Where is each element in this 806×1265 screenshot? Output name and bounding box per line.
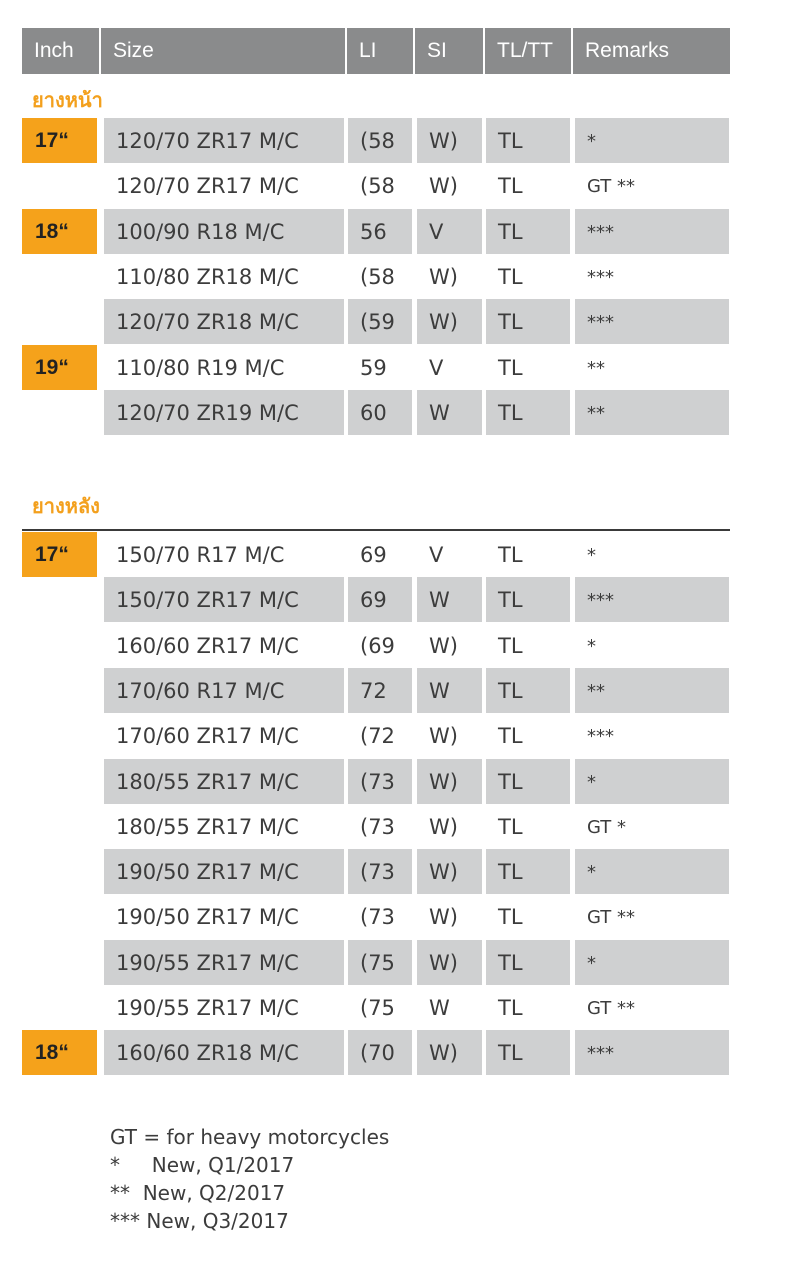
tltt-cell: TL [498, 355, 523, 380]
remarks-cell: * [587, 545, 596, 566]
remarks-cell: *** [587, 726, 614, 748]
header-inch: Inch [22, 28, 99, 74]
table-row [0, 163, 806, 208]
tltt-cell: TL [498, 724, 523, 749]
remarks-cell: *** [575, 1030, 729, 1075]
table-row [0, 209, 806, 254]
si-cell: V [417, 209, 482, 254]
size-cell: 160/60 ZR17 M/C [116, 633, 299, 658]
si-cell: W) [429, 174, 458, 199]
tltt-cell: TL [498, 264, 523, 289]
footnote-gt: GT = for heavy motorcycles [110, 1125, 390, 1149]
table-row [0, 713, 806, 758]
table-row [0, 759, 806, 804]
si-cell: W) [429, 633, 458, 658]
si-cell: W) [429, 724, 458, 749]
size-cell: 120/70 ZR17 M/C [116, 174, 299, 199]
remarks-cell: GT * [587, 816, 627, 838]
footnote-q1: * New, Q1/2017 [110, 1153, 295, 1177]
footnote-q2: ** New, Q2/2017 [110, 1181, 286, 1205]
size-cell: 190/55 ZR17 M/C [104, 940, 344, 985]
si-cell: V [429, 355, 444, 380]
size-cell: 180/55 ZR17 M/C [116, 814, 299, 839]
tltt-cell: TL [498, 996, 523, 1020]
size-cell: 160/60 ZR18 M/C [104, 1030, 344, 1075]
size-cell: 150/70 ZR17 M/C [104, 577, 344, 622]
inch-marker: 17“ [22, 118, 97, 163]
remarks-cell: GT ** [587, 907, 636, 929]
tltt-cell: TL [486, 390, 570, 435]
tltt-cell: TL [486, 1030, 570, 1075]
tltt-cell: TL [498, 633, 523, 658]
size-cell: 180/55 ZR17 M/C [104, 759, 344, 804]
tltt-cell: TL [486, 940, 570, 985]
li-cell: 72 [348, 668, 412, 713]
li-cell: (59 [348, 299, 412, 344]
remarks-cell: ** [575, 668, 729, 713]
table-row [0, 804, 806, 849]
size-cell: 110/80 R19 M/C [116, 355, 285, 380]
si-cell: V [429, 543, 444, 567]
size-cell: 170/60 ZR17 M/C [116, 724, 299, 749]
table-row [0, 390, 806, 435]
front-section-title: ยางหน้า [32, 88, 103, 112]
rear-section-divider [22, 529, 730, 531]
li-cell: (72 [360, 724, 395, 749]
header-size: Size [101, 28, 345, 74]
si-cell: W [429, 996, 450, 1020]
inch-marker: 18“ [22, 209, 97, 254]
li-cell: (58 [360, 264, 395, 289]
size-cell: 110/80 ZR18 M/C [116, 264, 299, 289]
table-row [0, 894, 806, 939]
si-cell: W) [417, 940, 482, 985]
si-cell: W) [429, 814, 458, 839]
li-cell: 69 [360, 543, 387, 567]
li-cell: 56 [348, 209, 412, 254]
size-cell: 190/55 ZR17 M/C [116, 996, 299, 1020]
si-cell: W) [417, 759, 482, 804]
remarks-cell: ** [587, 357, 605, 379]
table-row [0, 940, 806, 985]
si-cell: W) [417, 299, 482, 344]
table-row [0, 118, 806, 163]
table-row [0, 532, 806, 577]
li-cell: (75 [360, 996, 395, 1020]
table-row [0, 345, 806, 390]
remarks-cell: GT ** [587, 176, 636, 198]
table-row [0, 299, 806, 344]
table-row [0, 254, 806, 299]
remarks-cell: *** [575, 209, 729, 254]
li-cell: 60 [348, 390, 412, 435]
size-cell: 120/70 ZR18 M/C [104, 299, 344, 344]
size-cell: 190/50 ZR17 M/C [104, 849, 344, 894]
size-cell: 120/70 ZR19 M/C [104, 390, 344, 435]
li-cell: (73 [360, 814, 395, 839]
footnotes [110, 1123, 389, 1235]
size-cell: 170/60 R17 M/C [104, 668, 344, 713]
tltt-cell: TL [486, 577, 570, 622]
si-cell: W) [417, 118, 482, 163]
header-li: LI [347, 28, 413, 74]
si-cell: W [417, 577, 482, 622]
tltt-cell: TL [486, 668, 570, 713]
si-cell: W [417, 668, 482, 713]
table-row [0, 623, 806, 668]
li-cell: (69 [360, 633, 395, 658]
tltt-cell: TL [486, 849, 570, 894]
remarks-cell: * [575, 759, 729, 804]
size-cell: 150/70 R17 M/C [116, 543, 285, 567]
header-remarks: Remarks [573, 28, 730, 74]
li-cell: (58 [348, 118, 412, 163]
tltt-cell: TL [486, 118, 570, 163]
remarks-cell: * [575, 118, 729, 163]
table-row [0, 849, 806, 894]
remarks-cell: * [587, 635, 596, 657]
li-cell: (73 [360, 905, 395, 930]
remarks-cell: *** [587, 266, 614, 288]
remarks-cell: ** [575, 390, 729, 435]
li-cell: (75 [348, 940, 412, 985]
li-cell: 69 [348, 577, 412, 622]
inch-marker: 18“ [22, 1030, 97, 1075]
footnote-q3: *** New, Q3/2017 [110, 1209, 289, 1233]
header-si: SI [415, 28, 483, 74]
si-cell: W) [429, 905, 458, 930]
li-cell: (73 [348, 849, 412, 894]
tltt-cell: TL [486, 759, 570, 804]
remarks-cell: GT ** [587, 998, 636, 1019]
inch-marker: 19“ [22, 345, 97, 390]
li-cell: (73 [348, 759, 412, 804]
li-cell: (58 [360, 174, 395, 199]
remarks-cell: *** [575, 299, 729, 344]
size-cell: 100/90 R18 M/C [104, 209, 344, 254]
remarks-cell: * [575, 940, 729, 985]
header-tltt: TL/TT [485, 28, 571, 74]
size-cell: 190/50 ZR17 M/C [116, 905, 299, 930]
rear-section-title: ยางหลัง [32, 494, 100, 518]
si-cell: W [417, 390, 482, 435]
table-row [0, 668, 806, 713]
remarks-cell: *** [575, 577, 729, 622]
tltt-cell: TL [498, 174, 523, 199]
tltt-cell: TL [498, 543, 523, 567]
li-cell: 59 [360, 355, 387, 380]
li-cell: (70 [348, 1030, 412, 1075]
size-cell: 120/70 ZR17 M/C [104, 118, 344, 163]
remarks-cell: * [575, 849, 729, 894]
tltt-cell: TL [498, 905, 523, 930]
table-row [0, 985, 806, 1030]
table-row [0, 1030, 806, 1075]
si-cell: W) [429, 264, 458, 289]
si-cell: W) [417, 849, 482, 894]
table-row [0, 577, 806, 622]
inch-marker: 17“ [22, 532, 97, 577]
tltt-cell: TL [498, 814, 523, 839]
tltt-cell: TL [486, 209, 570, 254]
tltt-cell: TL [486, 299, 570, 344]
si-cell: W) [417, 1030, 482, 1075]
